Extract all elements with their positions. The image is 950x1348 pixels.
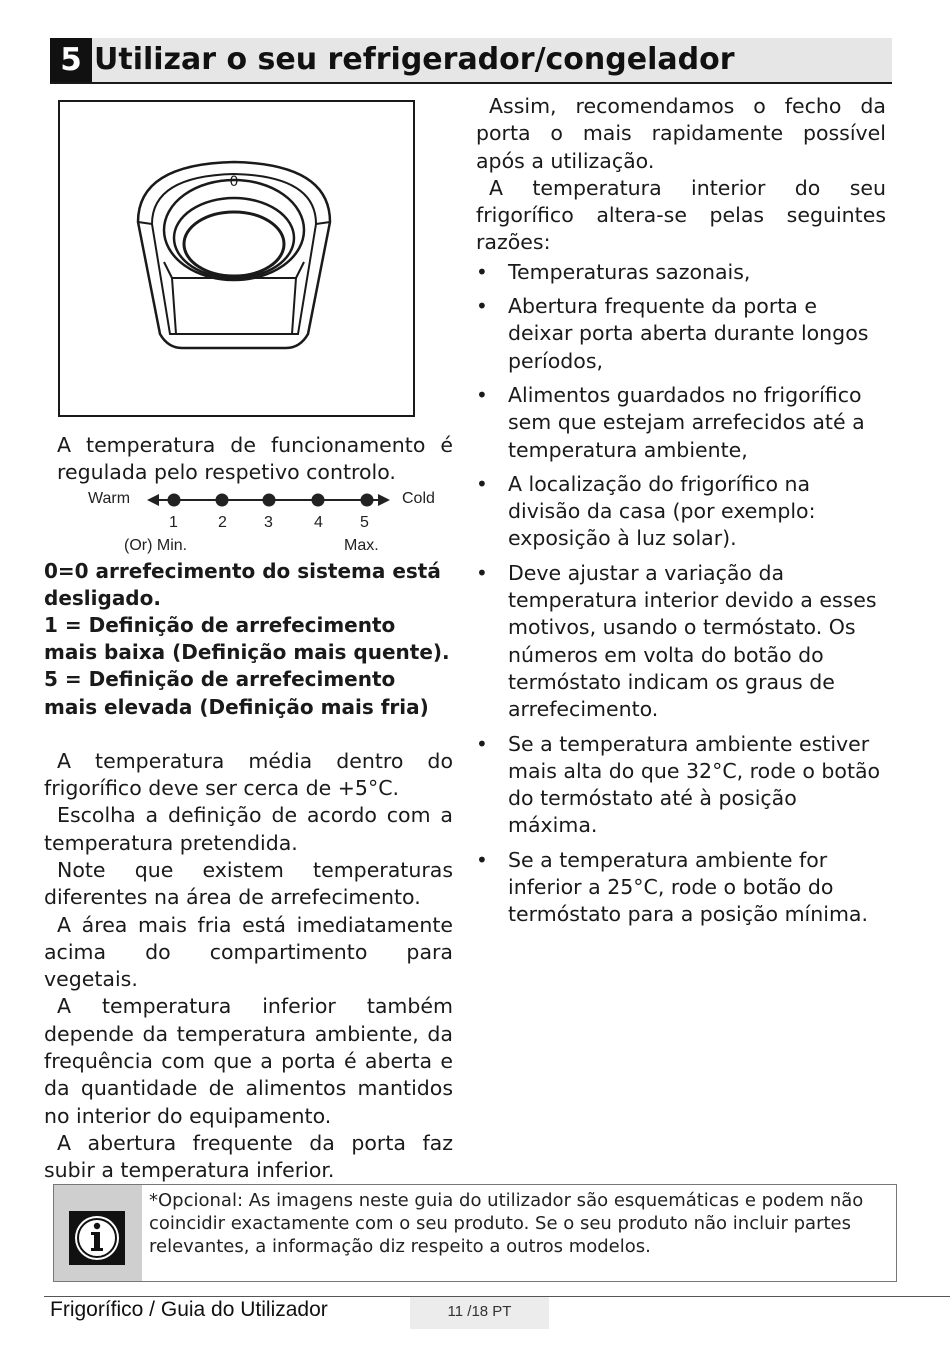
paragraph: A temperatura interior do seu frigorífico altera-se pelas seguintes razões: xyxy=(476,175,886,255)
right-column xyxy=(476,93,886,936)
list-item: • A localização do frigorífico na divisão da casa (por exemplo: exposição à luz solar). xyxy=(476,471,816,551)
bullet-icon: • xyxy=(476,382,488,407)
bullet-icon: • xyxy=(476,847,488,872)
scale-dot-2 xyxy=(216,493,229,506)
info-icon xyxy=(68,1210,126,1266)
paragraph: Note que existem temperaturas diferentes na área de arrefecimento. xyxy=(44,858,453,910)
chapter-header xyxy=(50,38,892,84)
paragraph: A abertura frequente da porta faz subir a temperatura inferior. xyxy=(44,1130,453,1183)
bullet-icon: • xyxy=(476,471,488,496)
scale-dot-5 xyxy=(361,493,374,506)
setting-definition-5: 5 = Definição de arrefecimento mais elevada (Definição mais fria) xyxy=(44,667,429,719)
page-number: 11 /18 PT xyxy=(410,1297,549,1329)
scale-max-label: Max. xyxy=(344,536,379,554)
thermostat-knob-illustration xyxy=(60,102,413,415)
scale-line xyxy=(44,490,453,556)
chapter-number: 5 xyxy=(50,38,92,82)
list-item: • Se a temperatura ambiente estiver mais alta do que 32°C, rode o botão do termóstato até à posição máxima. xyxy=(476,731,881,838)
info-note xyxy=(53,1184,897,1282)
paragraph: A temperatura inferior também depende da temperatura ambiente, da frequência com que a porta é aberta e da quantidade de alimentos mantidos no interior do equipamento. xyxy=(44,994,453,1128)
setting-definitions xyxy=(44,558,453,721)
intro-paragraph: A temperatura de funcionamento é regulada pelo respetivo controlo. xyxy=(57,433,453,485)
list-item: • Se a temperatura ambiente for inferior a 25°C, rode o botão do termóstato para a posição mínima. xyxy=(476,847,868,927)
paragraph: Assim, recomendamos o fecho da porta o mais rapidamente possível após a utilização. xyxy=(476,94,886,173)
scale-dot-1 xyxy=(168,493,181,506)
thermostat-figure xyxy=(58,100,415,417)
list-item: • Alimentos guardados no frigorífico sem que estejam arrefecidos até a temperatura ambiente, xyxy=(476,382,865,462)
list-item: • Temperaturas sazonais, xyxy=(476,259,886,286)
scale-min-label: (Or) Min. xyxy=(124,536,188,554)
page-title: Utilizar o seu refrigerador/congelador xyxy=(94,42,735,77)
scale-dot-3 xyxy=(263,493,276,506)
note-text: *Opcional: As imagens neste guia do utilizador são esquemáticas e podem não coincidir exactamente com o seu produto. Se o seu produto não incluir partes relevantes, a informação diz respeito a outros modelos. xyxy=(149,1190,864,1257)
scale-number-3: 3 xyxy=(264,513,273,531)
footer-title: Frigorífico / Guia do Utilizador xyxy=(50,1298,328,1321)
bullet-icon: • xyxy=(476,560,488,585)
scale-warm-label: Warm xyxy=(88,489,131,507)
paragraph: A área mais fria está imediatamente acima do compartimento para vegetais. xyxy=(44,912,453,992)
info-icon-box xyxy=(54,1185,142,1281)
paragraph: Escolha a definição de acordo com a temperatura pretendida. xyxy=(44,803,453,855)
setting-definition-1: 1 = Definição de arrefecimento mais baixa (Definição mais quente). xyxy=(44,613,450,665)
scale-number-4: 4 xyxy=(314,513,323,531)
scale-number-1: 1 xyxy=(169,513,178,531)
reasons-list xyxy=(476,259,886,929)
left-column xyxy=(44,432,453,1185)
bullet-icon: • xyxy=(476,294,488,319)
temperature-scale xyxy=(44,490,453,556)
bullet-icon: • xyxy=(476,259,488,284)
knob-marker-label: 0 xyxy=(229,174,239,190)
bullet-icon: • xyxy=(476,731,488,756)
scale-number-5: 5 xyxy=(360,513,369,531)
scale-number-2: 2 xyxy=(218,513,227,531)
list-item: • Deve ajustar a variação da temperatura interior devido a esses motivos, usando o termóstato. Os números em volta do botão do termóstato indicam os graus de arrefecimento. xyxy=(476,560,877,722)
list-item: • Abertura frequente da porta e deixar porta aberta durante longos períodos, xyxy=(476,294,869,373)
scale-cold-label: Cold xyxy=(402,489,435,507)
scale-dot-4 xyxy=(312,493,325,506)
paragraph: A temperatura média dentro do frigorífico deve ser cerca de +5°C. xyxy=(44,748,453,801)
setting-definition-0: 0=0 arrefecimento do sistema está desligado. xyxy=(44,558,441,610)
